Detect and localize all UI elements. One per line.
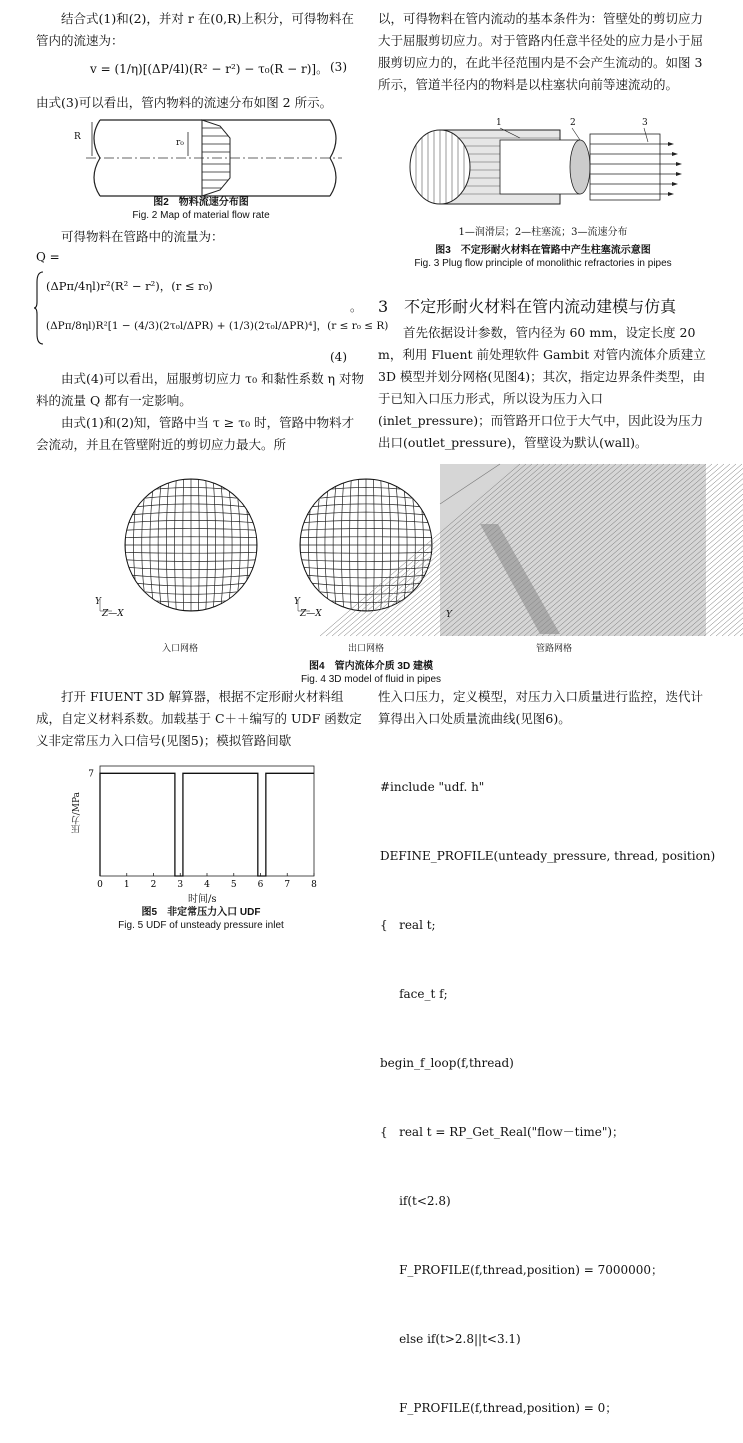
fig2-caption-en: Fig. 2 Map of material flow rate [132,210,270,221]
code-line: F_PROFILE(f,thread,position) = 7000000； [380,1263,664,1277]
fig3-label-3: 3 [642,118,648,128]
equation-4-number: (4) [330,350,347,364]
fig5-y-tick-label: 7 [88,769,94,780]
para-text: 由式(3)可以看出，管内物料的流速分布如图 2 所示。 [36,95,333,110]
fig4-label-inlet: 入口网格 [161,644,198,654]
para-text: 首先依据设计参数，管内径为 60 mm，设定长度 20 m，利用 Fluent 前处理软件 Gambit 对管内流体介质建立 3D 模型并划分网格(见图4)；其次，指定边界条件类型，由于已知入口压力形式，所以设为压力入口(inlet_pressure)；而管路开口位于大气中，因此设为压力出口(outlet_pressure)，管壁设为默认(wall)。 [378,325,706,450]
fig4-caption-en: Fig. 4 3D model of fluid in pipes [300,674,442,685]
equation-4-dot: 。 [350,300,363,314]
bottom-left-para [36,686,366,752]
left-para-2 [36,92,366,114]
fig3-label-1: 1 [496,118,502,128]
fig5-x-tick-label: 5 [230,880,237,890]
equation-3-number: (3) [330,60,347,74]
fig5-x-tick-label: 2 [150,880,157,890]
fig4-axis-x-1: Z—X [102,609,124,619]
code-line: face_t f; [380,987,448,1001]
fig3-caption [378,244,708,270]
right-para-1 [378,8,708,96]
fig4-caption [196,660,546,686]
fig2-velocity-diagram [80,118,350,198]
bottom-right-para [378,686,708,730]
para-text: 性入口压力，定义模型，对压力入口质量进行监控，迭代计算得出入口处质量流曲线(见图6)。 [378,689,704,726]
fig4-caption-cn: 图4 管内流体介质 3D 建模 [309,661,433,672]
code-line: begin_f_loop(f,thread) [380,1056,514,1070]
equation-4-q: Q = [36,250,60,264]
fig4-label-pipe: 管路网格 [535,644,572,654]
left-para-3 [36,226,366,248]
fig4-axis-y-3: Y [446,610,452,620]
fig5-x-tick-label: 8 [311,880,317,890]
code-line: { real t = RP_Get_Real("flow－time")； [380,1125,625,1139]
code-line: if(t<2.8) [380,1194,451,1208]
equation-4-line1: (ΔPπ/4ηl)r²(R² − r²)，(r ≤ r₀) [46,279,213,293]
fig5-x-tick-label: 0 [97,880,103,890]
fig3-legend: 1—润滑层；2—柱塞流；3—流速分布 [458,227,628,238]
fig4-pipe-mesh [440,464,706,636]
fig3-plug-flow-diagram [400,124,690,210]
fig5-x-tick-label: 4 [204,880,210,890]
fig4-axis-y-2: Y [294,597,300,607]
fig5-chart [60,756,340,896]
fig2-r0-label: r₀ [176,138,184,148]
para-text: 以，可得物料在管内流动的基本条件为：管壁处的剪切应力大于屈服剪切应力。对于管路内任意半径处的应力是小于屈服剪切应力的，在此半径范围内是不会产生流动的。如图 3 所示，管道半径内的物料是以柱塞状向前等速流动的。 [378,11,704,92]
fig5-ylabel: 压力/MPa [72,792,82,834]
fig3-caption-cn: 图3 不定形耐火材料在管路中产生柱塞流示意图 [435,245,651,256]
code-line: #include "udf. h" [380,780,485,794]
para-text: 可得物料在管路中的流量为： [61,229,224,244]
fig5-caption-en: Fig. 5 UDF of unsteady pressure inlet [118,920,284,931]
para-text: 结合式(1)和(2)，并对 r 在(0,R)上积分，可得物料在管内的流速为： [36,11,354,48]
left-para-1 [36,8,358,52]
fig5-plot-frame [100,766,314,876]
equation-4-brace [34,270,44,346]
para-text: 由式(1)和(2)知，管路中当 τ ≥ τ₀ 时，管路中物料才会流动，并且在管壁附近的剪切应力最大。所 [36,415,355,452]
code-line: DEFINE_PROFILE(unteady_pressure, thread, position) [380,849,716,863]
right-para-2 [378,322,708,454]
para-text: 由式(4)可以看出，屈服剪切应力 τ₀ 和黏性系数 η 对物料的流量 Q 都有一定影响。 [36,371,365,408]
fig5-series-line [100,773,314,876]
code-line: F_PROFILE(f,thread,position) = 0； [380,1401,618,1415]
fig2-caption [36,196,366,222]
fig5-x-tick-label: 1 [123,880,130,890]
fig5-caption-cn: 图5 非定常压力入口 UDF [141,907,261,918]
fig5-x-tick-label: 6 [257,880,264,890]
fig4-axis-y-1: Y [95,597,101,607]
fig3-label-2: 2 [570,118,576,128]
fig4-label-outlet: 出口网格 [347,644,384,654]
fig5-x-tick-label: 3 [177,880,184,890]
fig5-caption [36,906,366,932]
fig4-axis-x-2: Z—X [300,609,322,619]
equation-4-line2: (ΔPπ/8ηl)R²[1 − (4/3)(2τ₀l/ΔPR) + (1/3)(2τ₀l/ΔPR)⁴]，(r ≤ r₀ ≤ R) [46,320,389,332]
equation-3: v = (1/η)[(ΔP/4l)(R² − r²) − τ₀(R − r)]。 [90,62,329,76]
code-line: { real t; [380,918,436,932]
para-text: 打开 FIUENT 3D 解算器，根据不定形耐火材料组成，自定义材料系数。加载基于 C＋＋编写的 UDF 函数定义非定常压力入口信号(见图5)；模拟管路间歇 [36,689,362,748]
fig3-caption-en: Fig. 3 Plug flow principle of monolithic refractories in pipes [414,258,672,269]
section-3-heading: 3 不定形耐火材料在管内流动建模与仿真 [378,297,677,316]
udf-code-block [380,730,715,1443]
fig5-x-tick-label: 7 [284,880,291,890]
fig2-R-label: R [74,132,81,142]
fig4-inlet-mesh [106,475,276,625]
fig5-xlabel: 时间/s [188,894,217,905]
left-para-5 [36,412,366,456]
left-para-4 [36,368,366,412]
fig2-caption-cn: 图2 物料流速分布图 [153,197,249,208]
code-line: else if(t>2.8||t<3.1) [380,1332,521,1346]
